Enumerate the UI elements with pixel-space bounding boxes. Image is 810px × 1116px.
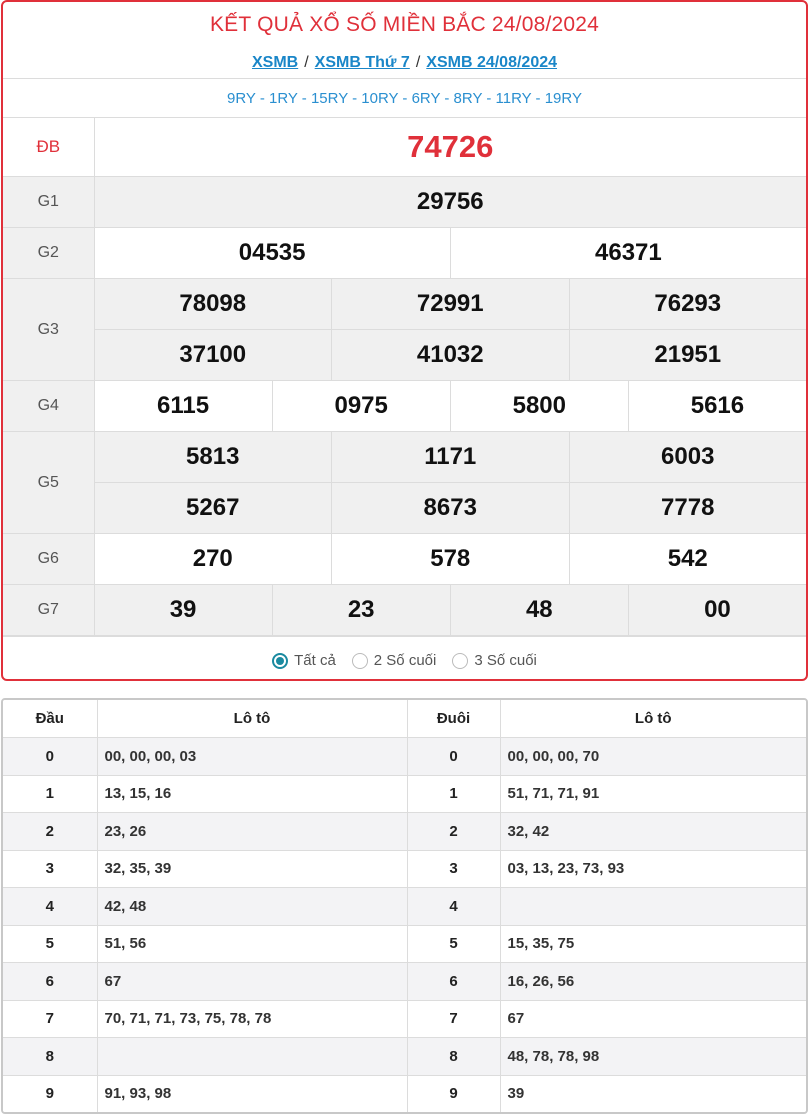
loto-head-digit: 3 xyxy=(3,850,97,888)
radio-unchecked-icon[interactable] xyxy=(452,653,468,669)
table-row xyxy=(3,1000,806,1038)
loto-head-digit: 8 xyxy=(3,1038,97,1076)
link-xsmb-date[interactable]: XSMB 24/08/2024 xyxy=(426,54,558,71)
prize-label: G5 xyxy=(3,432,94,534)
prize-value: 1171 xyxy=(331,432,569,482)
loto-head-values: 91, 93, 98 xyxy=(97,1075,407,1113)
loto-tail-digit: 3 xyxy=(407,850,500,888)
prize-value: 6115 xyxy=(157,392,210,419)
prize-value: 23 xyxy=(272,585,450,635)
loto-table xyxy=(3,700,806,1113)
loto-head-values: 23, 26 xyxy=(97,813,407,851)
loto-head-digit: 5 xyxy=(3,925,97,963)
prize-row-g7 xyxy=(3,585,806,636)
breadcrumb-separator: / xyxy=(415,54,421,71)
loto-tail-digit: 2 xyxy=(407,813,500,851)
column-header: Lô tô xyxy=(500,700,806,738)
loto-head-values: 70, 71, 71, 73, 75, 78, 78 xyxy=(97,1000,407,1038)
prize-value: 5813 xyxy=(186,443,240,470)
prize-value: 72991 xyxy=(331,279,569,329)
loto-tail-values: 39 xyxy=(500,1075,806,1113)
table-row xyxy=(3,1038,806,1076)
prize-row-g3-b xyxy=(3,330,806,381)
radio-checked-icon[interactable] xyxy=(272,653,288,669)
loto-tail-digit: 0 xyxy=(407,738,500,776)
results-table xyxy=(3,117,806,636)
loto-tail-values: 32, 42 xyxy=(500,813,806,851)
loto-tail-values: 48, 78, 78, 98 xyxy=(500,1038,806,1076)
prize-value: 5800 xyxy=(450,381,628,431)
loto-head-digit: 7 xyxy=(3,1000,97,1038)
prize-label: G7 xyxy=(3,585,94,636)
prize-value: 04535 xyxy=(238,239,306,266)
loto-tail-digit: 5 xyxy=(407,925,500,963)
table-row xyxy=(3,888,806,926)
breadcrumb xyxy=(3,48,806,78)
prize-label: ĐB xyxy=(3,118,94,177)
special-codes: 9RY - 1RY - 15RY - 10RY - 6RY - 8RY - 11RY - 19RY xyxy=(3,78,806,117)
column-header: Đuôi xyxy=(407,700,500,738)
filter-label: 3 Số cuối xyxy=(474,652,537,669)
loto-tail-digit: 9 xyxy=(407,1075,500,1113)
prize-row-g5-b xyxy=(3,483,806,534)
prize-value: 78098 xyxy=(179,290,247,317)
prize-row-g1 xyxy=(3,177,806,228)
column-header: Lô tô xyxy=(97,700,407,738)
prize-value: 29756 xyxy=(94,177,806,228)
loto-head-values: 32, 35, 39 xyxy=(97,850,407,888)
prize-value: 5267 xyxy=(186,494,240,521)
loto-head-digit: 6 xyxy=(3,963,97,1001)
prize-row-g2 xyxy=(3,228,806,279)
radio-unchecked-icon[interactable] xyxy=(352,653,368,669)
loto-tail-values: 51, 71, 71, 91 xyxy=(500,775,806,813)
loto-head-values: 42, 48 xyxy=(97,888,407,926)
loto-tail-values: 00, 00, 00, 70 xyxy=(500,738,806,776)
loto-head-values: 51, 56 xyxy=(97,925,407,963)
prize-row-g5 xyxy=(3,432,806,483)
table-row xyxy=(3,963,806,1001)
prize-value: 39 xyxy=(169,596,197,623)
loto-table-card xyxy=(1,698,808,1114)
loto-tail-digit: 6 xyxy=(407,963,500,1001)
page-title: KẾT QUẢ XỔ SỐ MIỀN BẮC 24/08/2024 xyxy=(209,13,600,36)
loto-head-digit: 0 xyxy=(3,738,97,776)
loto-tail-digit: 7 xyxy=(407,1000,500,1038)
prize-label: G1 xyxy=(3,177,94,228)
loto-head-values: 67 xyxy=(97,963,407,1001)
loto-header-row xyxy=(3,700,806,738)
table-row xyxy=(3,850,806,888)
loto-head-digit: 2 xyxy=(3,813,97,851)
loto-tail-values: 03, 13, 23, 73, 93 xyxy=(500,850,806,888)
prize-value: 48 xyxy=(450,585,628,635)
loto-tail-values: 15, 35, 75 xyxy=(500,925,806,963)
display-filter xyxy=(3,636,806,681)
table-row xyxy=(3,813,806,851)
filter-label: Tất cả xyxy=(294,652,336,669)
prize-label: G6 xyxy=(3,534,94,585)
prize-row-g3 xyxy=(3,279,806,330)
loto-head-values xyxy=(97,1038,407,1076)
link-xsmb-thu-7[interactable]: XSMB Thứ 7 xyxy=(314,54,410,71)
loto-head-values: 00, 00, 00, 03 xyxy=(97,738,407,776)
prize-value: 37100 xyxy=(179,341,247,368)
loto-tail-values xyxy=(500,888,806,926)
prize-label: G3 xyxy=(3,279,94,381)
special-prize-value: 74726 xyxy=(94,118,806,177)
prize-label: G4 xyxy=(3,381,94,432)
loto-tail-digit: 1 xyxy=(407,775,500,813)
loto-tail-values: 67 xyxy=(500,1000,806,1038)
loto-head-digit: 1 xyxy=(3,775,97,813)
prize-value: 8673 xyxy=(331,483,569,533)
table-row xyxy=(3,738,806,776)
column-header: Đầu xyxy=(3,700,97,738)
link-xsmb[interactable]: XSMB xyxy=(251,54,299,71)
prize-value: 76293 xyxy=(569,279,807,329)
prize-value: 542 xyxy=(569,534,807,584)
prize-row-g4 xyxy=(3,381,806,432)
prize-value: 270 xyxy=(192,545,233,572)
loto-head-digit: 9 xyxy=(3,1075,97,1113)
prize-value: 5616 xyxy=(628,381,806,431)
prize-row-g6 xyxy=(3,534,806,585)
result-card xyxy=(1,0,808,681)
loto-head-values: 13, 15, 16 xyxy=(97,775,407,813)
breadcrumb-separator: / xyxy=(304,54,309,71)
filter-label: 2 Số cuối xyxy=(373,652,437,669)
prize-label: G2 xyxy=(3,228,94,279)
prize-value: 0975 xyxy=(272,381,450,431)
prize-value: 41032 xyxy=(331,330,569,380)
loto-head-digit: 4 xyxy=(3,888,97,926)
prize-value: 46371 xyxy=(450,228,806,278)
table-row xyxy=(3,1075,806,1113)
prize-value: 578 xyxy=(331,534,569,584)
prize-value: 21951 xyxy=(569,330,807,380)
prize-value: 00 xyxy=(628,585,806,635)
prize-row-db xyxy=(3,118,806,177)
table-row xyxy=(3,775,806,813)
prize-value: 6003 xyxy=(569,432,807,482)
filter-last-3[interactable] xyxy=(452,652,537,669)
filter-all[interactable] xyxy=(272,652,336,669)
loto-tail-digit: 4 xyxy=(407,888,500,926)
loto-tail-digit: 8 xyxy=(407,1038,500,1076)
loto-tail-values: 16, 26, 56 xyxy=(500,963,806,1001)
prize-value: 7778 xyxy=(569,483,807,533)
filter-last-2[interactable] xyxy=(352,652,437,669)
table-row xyxy=(3,925,806,963)
